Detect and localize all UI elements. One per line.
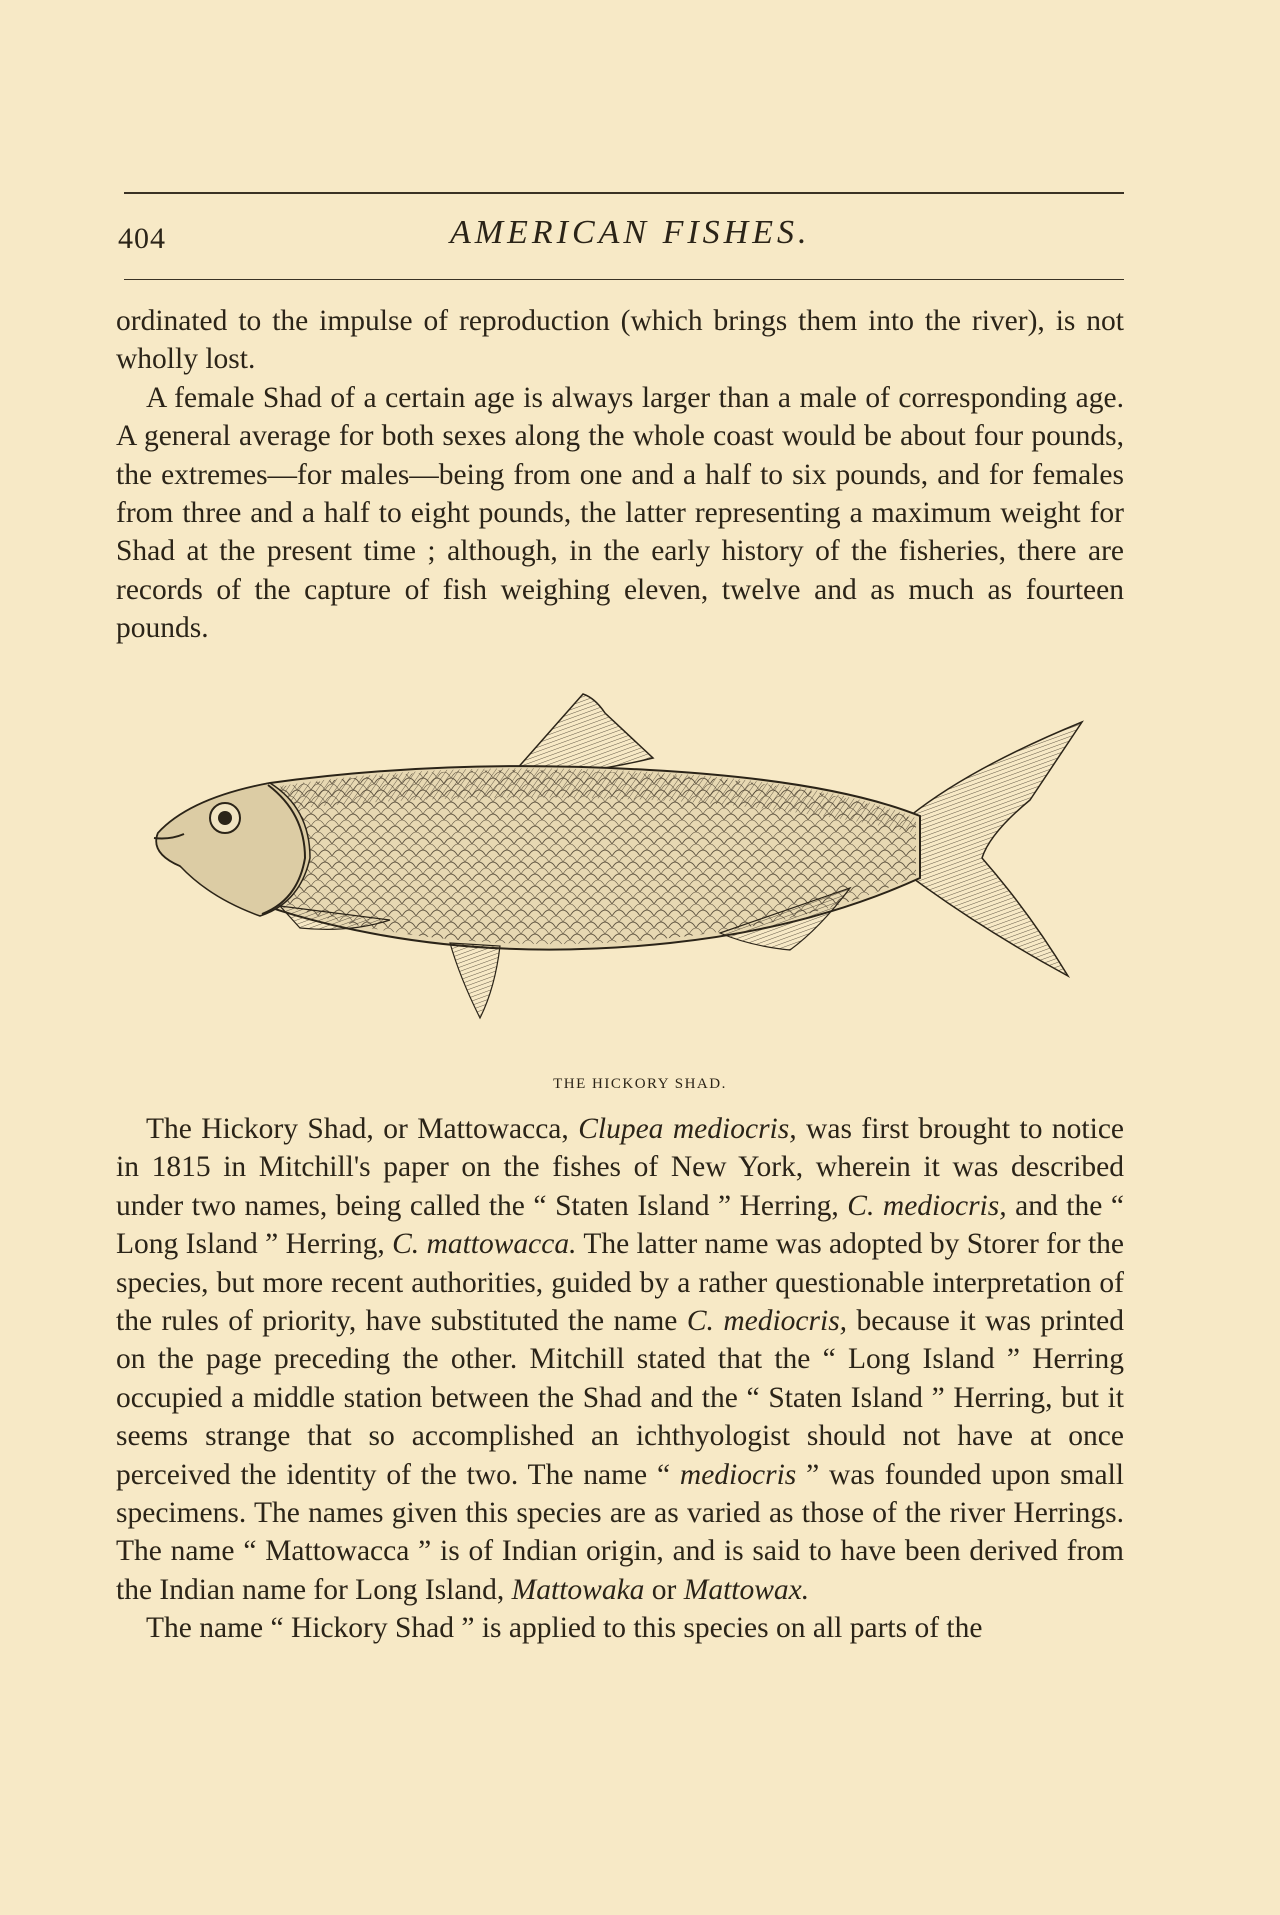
tail-fin: [910, 722, 1082, 976]
hickory-shad-illustration: [150, 688, 1090, 1066]
text-block-top: [116, 302, 1124, 648]
italic-place-name: Mattowaka: [511, 1573, 645, 1606]
paragraph-shad-weight: A female Shad of a certain age is always larger than a male of corresponding age. A general average for both sexes along the whole coast would be about four pounds, the extremes—for males—being from one and a half to six pounds, and for females from three and a half to eight pounds, the latter representing a maximum weight for Shad at the present time ; although, in the early history of the fisheries, there are records of the capture of fish weighing eleven, twelve and as much as fourteen pounds.: [116, 381, 1124, 645]
header-rule-bottom: [124, 279, 1124, 280]
text-run: The latter name was adopted by Storer for the species, but more recent authorities, guided by a rather questionable interpretation of the rules of priority, have substituted the name: [116, 1228, 1124, 1338]
figure-caption: THE HICKORY SHAD.: [553, 1076, 727, 1092]
italic-species-name: Clupea mediocris,: [578, 1113, 797, 1145]
page-number: 404: [118, 222, 166, 255]
italic-species-name: mediocris: [679, 1458, 797, 1491]
italic-place-name: Mattowax.: [683, 1573, 810, 1606]
italic-species-name: C. mediocris,: [686, 1305, 848, 1338]
eye-pupil: [218, 811, 232, 825]
running-head: AMERICAN FISHES.: [450, 214, 811, 251]
fish-figure: [150, 688, 1090, 1066]
text-run: was first brought to notice in 1815 in Mitchill's paper on the fishes of New York, wherein it was described under two names, being called the “ Staten Island ” Herring,: [116, 1113, 1125, 1222]
text-block-bottom: [116, 1110, 1124, 1648]
pelvic-fin: [450, 943, 500, 1018]
text-run: or: [644, 1573, 684, 1606]
paragraph-name-usage: The name “ Hickory Shad ” is applied to this species on all parts of the: [146, 1612, 983, 1645]
text-run: because it was printed on the page preceding the other. Mitchill stated that the “ Long Island ” Herring occupied a middle station between the Shad and the “ Staten Island ” Herring, but it seems strange that so accomplished an ichthyologist should not have at once perceived the identity of the two. The name “: [116, 1305, 1124, 1491]
header-rule-top: [124, 192, 1124, 194]
italic-species-name: C. mediocris,: [847, 1189, 1007, 1222]
paragraph-continued: ordinated to the impulse of reproduction (which brings them into the river), is not wholly lost.: [116, 305, 1124, 376]
text-run: and the “ Long Island ” Herring,: [116, 1189, 1124, 1261]
text-run: The Hickory Shad, or Mattowacca,: [146, 1113, 579, 1145]
italic-species-name: C. mattowacca.: [392, 1228, 577, 1261]
paragraph-hickory-shad: [116, 1110, 1124, 1609]
text-run: ” was founded upon small specimens. The names given this species are as varied as those of the river Herrings. The name “ Mattowacca ” is of Indian origin, and is said to have been derived from the Indian name for Long Island,: [116, 1458, 1124, 1606]
